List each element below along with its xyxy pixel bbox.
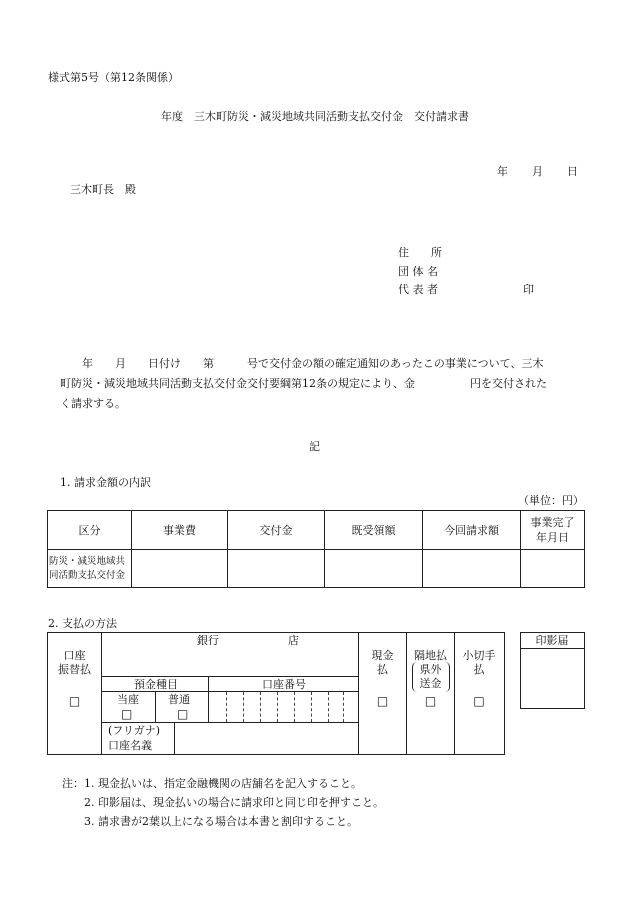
current-account-checkbox[interactable]: □ (121, 707, 133, 721)
seal-registration-label: 印影届 (535, 634, 569, 647)
header-completion-line1: 事業完了 (530, 515, 575, 529)
seal-mark: 印 (523, 283, 534, 296)
header-project-cost: 事業費 (132, 511, 228, 550)
remote-payment-label-3: 送金 (419, 677, 442, 690)
remote-payment-label-1: 隔地払 (414, 649, 447, 662)
check-payment-label-1: 小切手 (462, 649, 496, 662)
note-1: 1. 現金払いは、指定金融機関の店舗名を記入すること。 (84, 777, 362, 790)
notes-label: 注： (62, 777, 84, 790)
table-row (48, 550, 585, 588)
body-line-2: 町防災・減災地域共同活動支払交付金交付要綱第12条の規定により、金 円を交付された (60, 377, 547, 390)
cell-project-cost[interactable] (132, 550, 228, 588)
check-payment-checkbox[interactable]: □ (473, 694, 485, 708)
account-transfer-checkbox[interactable]: □ (68, 694, 81, 708)
document-title: 年度 三木町防災・減災地域共同活動支払交付金 交付請求書 (161, 110, 469, 123)
furigana-label: (フリガナ) (108, 724, 161, 737)
cell-received[interactable] (325, 550, 423, 588)
unit-label: （単位：円） (518, 494, 584, 507)
ordinary-account-checkbox[interactable]: □ (177, 707, 189, 721)
form-number: 様式第5号（第12条関係） (48, 71, 179, 84)
addressee: 三木町長 殿 (70, 183, 136, 196)
account-name-label: 口座名義 (108, 739, 152, 752)
deposit-type-label: 預金種目 (134, 678, 178, 691)
applicant-group-label: 団 体 名 (398, 265, 438, 278)
section1-heading: 1. 請求金額の内訳 (60, 476, 151, 489)
ki-heading: 記 (309, 440, 320, 453)
cash-payment-label-1: 現金 (371, 649, 394, 662)
remote-payment-label-2: 県外 (419, 663, 442, 676)
bank-label: 銀行 (197, 634, 219, 647)
check-payment-label-2: 払 (473, 663, 485, 676)
cash-payment-checkbox[interactable]: □ (376, 694, 389, 708)
applicant-representative-label: 代 表 者 (398, 283, 438, 296)
current-account-label: 当座 (117, 693, 139, 706)
account-transfer-label-2: 振替払 (58, 663, 91, 676)
account-number-label: 口座番号 (262, 678, 306, 691)
applicant-address-label: 住 所 (398, 246, 442, 259)
cash-payment-label-2: 払 (377, 663, 388, 676)
note-3: 3. 請求書が2葉以上になる場合は本書と割印すること。 (84, 815, 358, 828)
header-this-request: 今回請求額 (423, 511, 521, 550)
remote-payment-checkbox[interactable]: □ (424, 694, 437, 708)
date-day: 日 (567, 165, 578, 178)
ordinary-account-label: 普通 (168, 693, 190, 706)
cell-grant[interactable] (228, 550, 325, 588)
header-category: 区分 (48, 511, 132, 550)
header-completion-date (521, 511, 585, 550)
breakdown-table (47, 510, 585, 588)
row-label-line2: 同活動支払交付金 (49, 569, 126, 581)
section2-heading: 2. 支払の方法 (48, 617, 117, 630)
body-line-1: 年 月 日付け 第 号で交付金の額の確定通知のあったこの事業について、三木 (82, 357, 544, 370)
cell-this-request[interactable] (423, 550, 521, 588)
header-grant: 交付金 (228, 511, 325, 550)
account-transfer-label-1: 口座 (63, 649, 86, 662)
body-line-3: く請求する。 (60, 397, 126, 410)
cell-completion-date[interactable] (521, 550, 585, 588)
note-2: 2. 印影届は、現金払いの場合に請求印と同じ印を押すこと。 (84, 796, 384, 809)
header-completion-line2: 年月日 (536, 531, 569, 544)
branch-label: 店 (288, 634, 299, 647)
breakdown-header-row (48, 511, 585, 550)
header-received: 既受領額 (325, 511, 423, 550)
date-month: 月 (532, 165, 543, 178)
row-label (48, 550, 132, 588)
date-year: 年 (497, 165, 508, 178)
row-label-line1: 防災・減災地域共 (49, 555, 126, 567)
